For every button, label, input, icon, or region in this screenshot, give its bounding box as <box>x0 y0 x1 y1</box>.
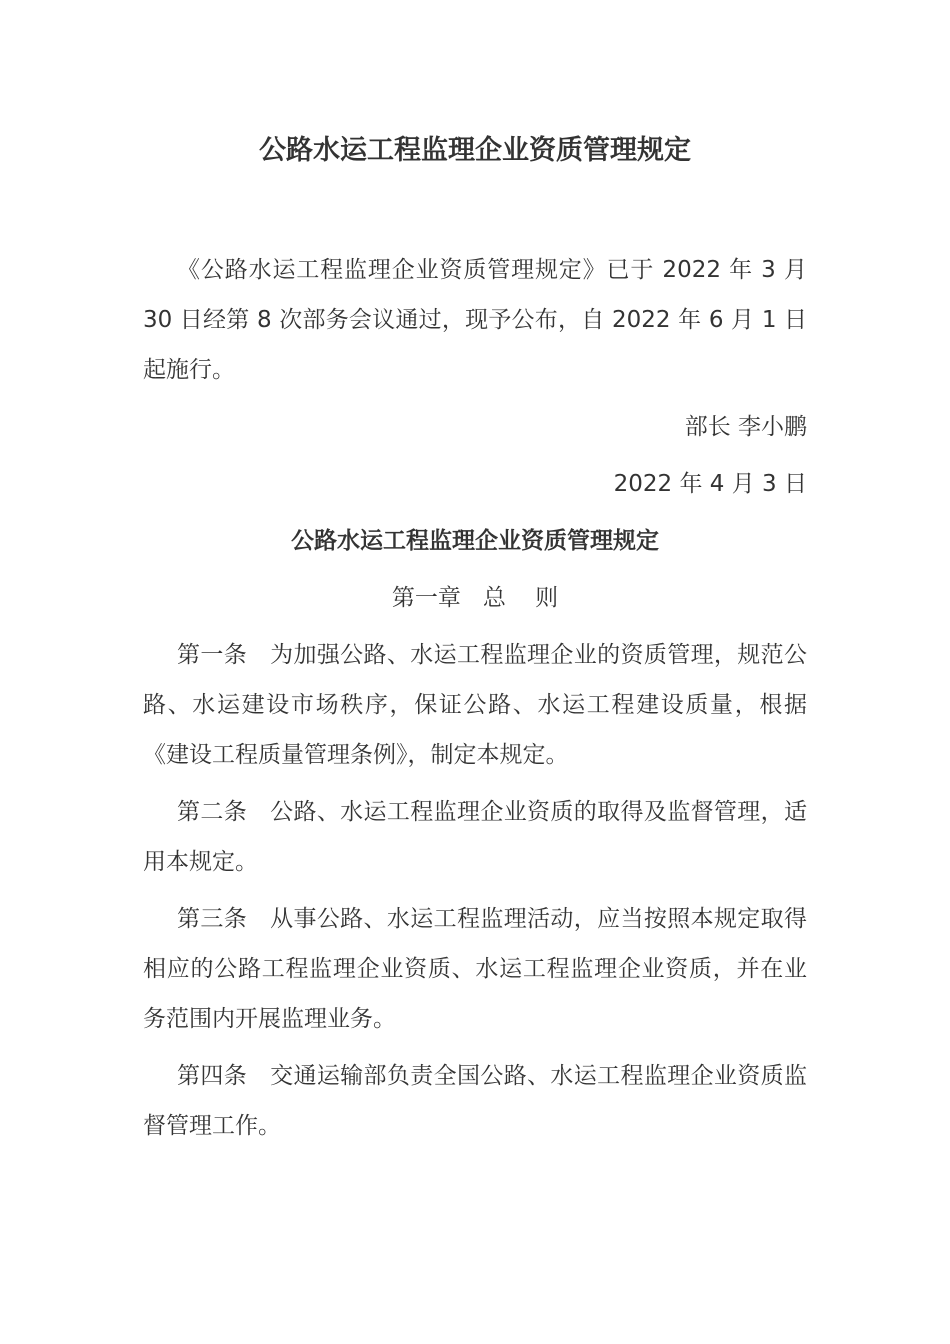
article-text: 公路、水运工程监理企业资质的取得及监督管理，适用本规定。 <box>143 799 807 875</box>
article-number: 第四条 <box>177 1063 248 1089</box>
issue-date: 2022 年 4 月 3 日 <box>613 471 807 497</box>
article-number: 第三条 <box>177 906 248 932</box>
article-text: 从事公路、水运工程监理活动，应当按照本规定取得相应的公路工程监理企业资质、水运工程监理企业资质，并在业务范围内开展监理业务。 <box>143 906 807 1032</box>
article-3 <box>143 894 807 1044</box>
article-number: 第一条 <box>177 642 248 668</box>
article-text: 为加强公路、水运工程监理企业的资质管理，规范公路、水运建设市场秩序，保证公路、水运工程建设质量，根据《建设工程质量管理条例》，制定本规定。 <box>143 642 807 768</box>
article-1 <box>143 630 807 780</box>
signatory: 部长 李小鹏 <box>684 414 807 440</box>
article-2 <box>143 787 807 887</box>
article-text: 交通运输部负责全国公路、水运工程监理企业资质监督管理工作。 <box>143 1063 807 1139</box>
document-title: 公路水运工程监理企业资质管理规定 <box>259 135 691 166</box>
article-number: 第二条 <box>177 799 248 825</box>
article-4 <box>143 1051 807 1151</box>
regulation-subtitle: 公路水运工程监理企业资质管理规定 <box>291 528 659 554</box>
document-body <box>143 245 807 1158</box>
preamble-paragraph: 《公路水运工程监理企业资质管理规定》已于 2022 年 3 月 30 日经第 8 次部务会议通过，现予公布，自 2022 年 6 月 1 日起施行。 <box>143 257 807 383</box>
chapter-heading: 第一章 总 则 <box>391 585 559 611</box>
